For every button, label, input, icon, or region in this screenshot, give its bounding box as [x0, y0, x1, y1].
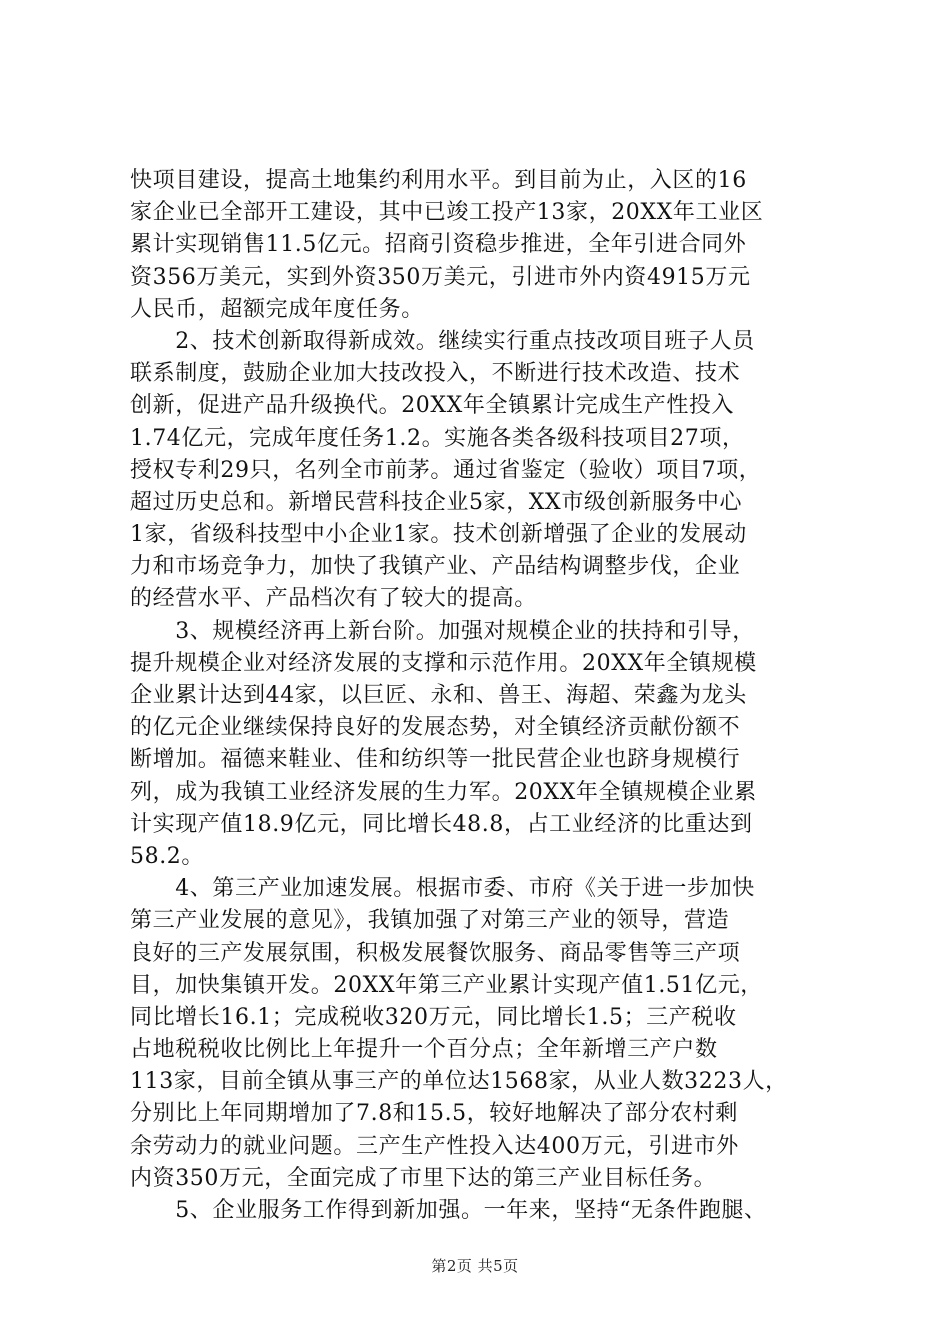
text-line: 2、技术创新取得新成效。继续实行重点技改项目班子人员	[130, 328, 755, 354]
text-line: 超过历史总和。新增民营科技企业5家，XX市级创新服务中心	[130, 489, 743, 515]
text-line: 余劳动力的就业问题。三产生产性投入达400万元，引进市外	[130, 1133, 739, 1159]
text-line: 分别比上年同期增加了7.8和15.5，较好地解决了部分农村剩	[130, 1101, 738, 1127]
text-line: 4、第三产业加速发展。根据市委、市府《关于进一步加快	[130, 876, 755, 902]
text-line: 占地税税收比例比上年提升一个百分点；全年新增三产户数	[130, 1037, 718, 1063]
text-line: 的经营水平、产品档次有了较大的提高。	[130, 586, 537, 612]
text-line: 人民币，超额完成年度任务。	[130, 296, 424, 322]
text-line: 列，成为我镇工业经济发展的生力军。20XX年全镇规模企业累	[130, 779, 757, 805]
text-line: 第三产业发展的意见》，我镇加强了对第三产业的领导，营造	[130, 908, 730, 934]
text-line: 目，加快集镇开发。20XX年第三产业累计实现产值1.51亿元，	[130, 972, 763, 998]
text-line: 良好的三产发展氛围，积极发展餐饮服务、商品零售等三产项	[130, 940, 741, 966]
text-line: 113家，目前全镇从事三产的单位达1568家，从业人数3223人，	[130, 1069, 788, 1095]
text-line: 1.74亿元，完成年度任务1.2。实施各类各级科技项目27项，	[130, 425, 745, 451]
text-line: 创新，促进产品升级换代。20XX年全镇累计完成生产性投入	[130, 393, 735, 419]
text-line: 1家，省级科技型中小企业1家。技术创新增强了企业的发展动	[130, 522, 747, 548]
page-footer: 第2页 共5页	[431, 1257, 519, 1275]
text-line: 企业累计达到44家，以巨匠、永和、兽王、海超、荣鑫为龙头	[130, 683, 747, 708]
text-line: 快项目建设，提高土地集约利用水平。到目前为止，入区的16	[130, 168, 747, 193]
text-line: 家企业已全部开工建设，其中已竣工投产13家，20XX年工业区	[130, 200, 764, 226]
text-line: 资356万美元，实到外资350万美元，引进市外内资4915万元	[130, 264, 751, 290]
text-line: 授权专利29只，名列全市前茅。通过省鉴定（验收）项目7项，	[130, 457, 762, 483]
text-line: 提升规模企业对经济发展的支撑和示范作用。20XX年全镇规模	[130, 650, 757, 676]
text-line: 同比增长16.1；完成税收320万元，同比增长1.5；三产税收	[130, 1004, 737, 1030]
text-line: 计实现产值18.9亿元，同比增长48.8，占工业经济的比重达到	[130, 811, 753, 837]
body-text	[130, 165, 830, 1227]
text-line: 内资350万元，全面完成了市里下达的第三产业目标任务。	[130, 1165, 717, 1191]
text-line: 断增加。福德来鞋业、佳和纺织等一批民营企业也跻身规模行	[130, 747, 741, 773]
text-line: 58.2。	[130, 843, 204, 869]
text-line: 5、企业服务工作得到新加强。一年来，坚持“无条件跑腿、	[130, 1198, 767, 1223]
text-line: 的亿元企业继续保持良好的发展态势，对全镇经济贡献份额不	[130, 715, 741, 741]
text-line: 力和市场竞争力，加快了我镇产业、产品结构调整步伐，企业	[130, 554, 741, 580]
text-line: 累计实现销售11.5亿元。招商引资稳步推进，全年引进合同外	[130, 232, 747, 258]
text-line: 联系制度，鼓励企业加大技改投入，不断进行技术改造、技术	[130, 361, 741, 387]
text-line: 3、规模经济再上新台阶。加强对规模企业的扶持和引导，	[130, 618, 755, 644]
